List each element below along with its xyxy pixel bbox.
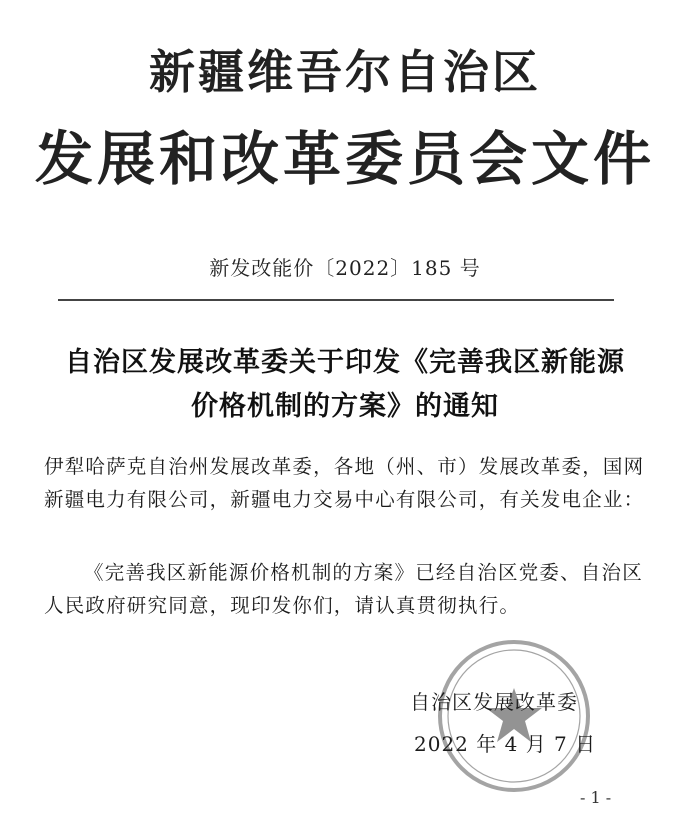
recipients-paragraph: 伊犁哈萨克自治州发展改革委，各地（州、市）发展改革委，国网新疆电力有限公司，新疆电力交易中心有限公司，有关发电企业： [44, 455, 645, 511]
document-header-issuer: 发展和改革委员会文件 [34, 125, 655, 193]
document-number: 新发改能价〔2022〕185 号 [209, 256, 481, 280]
notice-title-line2: 价格机制的方案》的通知 [191, 391, 499, 422]
official-seal [434, 636, 594, 796]
document-header-region: 新疆维吾尔自治区 [149, 45, 541, 99]
body-paragraph: 《完善我区新能源价格机制的方案》已经自治区党委、自治区人民政府研究同意，现印发你们，请认真贯彻执行。 [44, 561, 643, 617]
header-divider [58, 299, 614, 301]
page-number: - 1 - [580, 788, 612, 807]
issue-date: 2022 年 4 月 7 日 [414, 732, 597, 756]
notice-title-line1: 自治区发展改革委关于印发《完善我区新能源 [65, 347, 625, 378]
issuer-signature: 自治区发展改革委 [410, 690, 578, 714]
